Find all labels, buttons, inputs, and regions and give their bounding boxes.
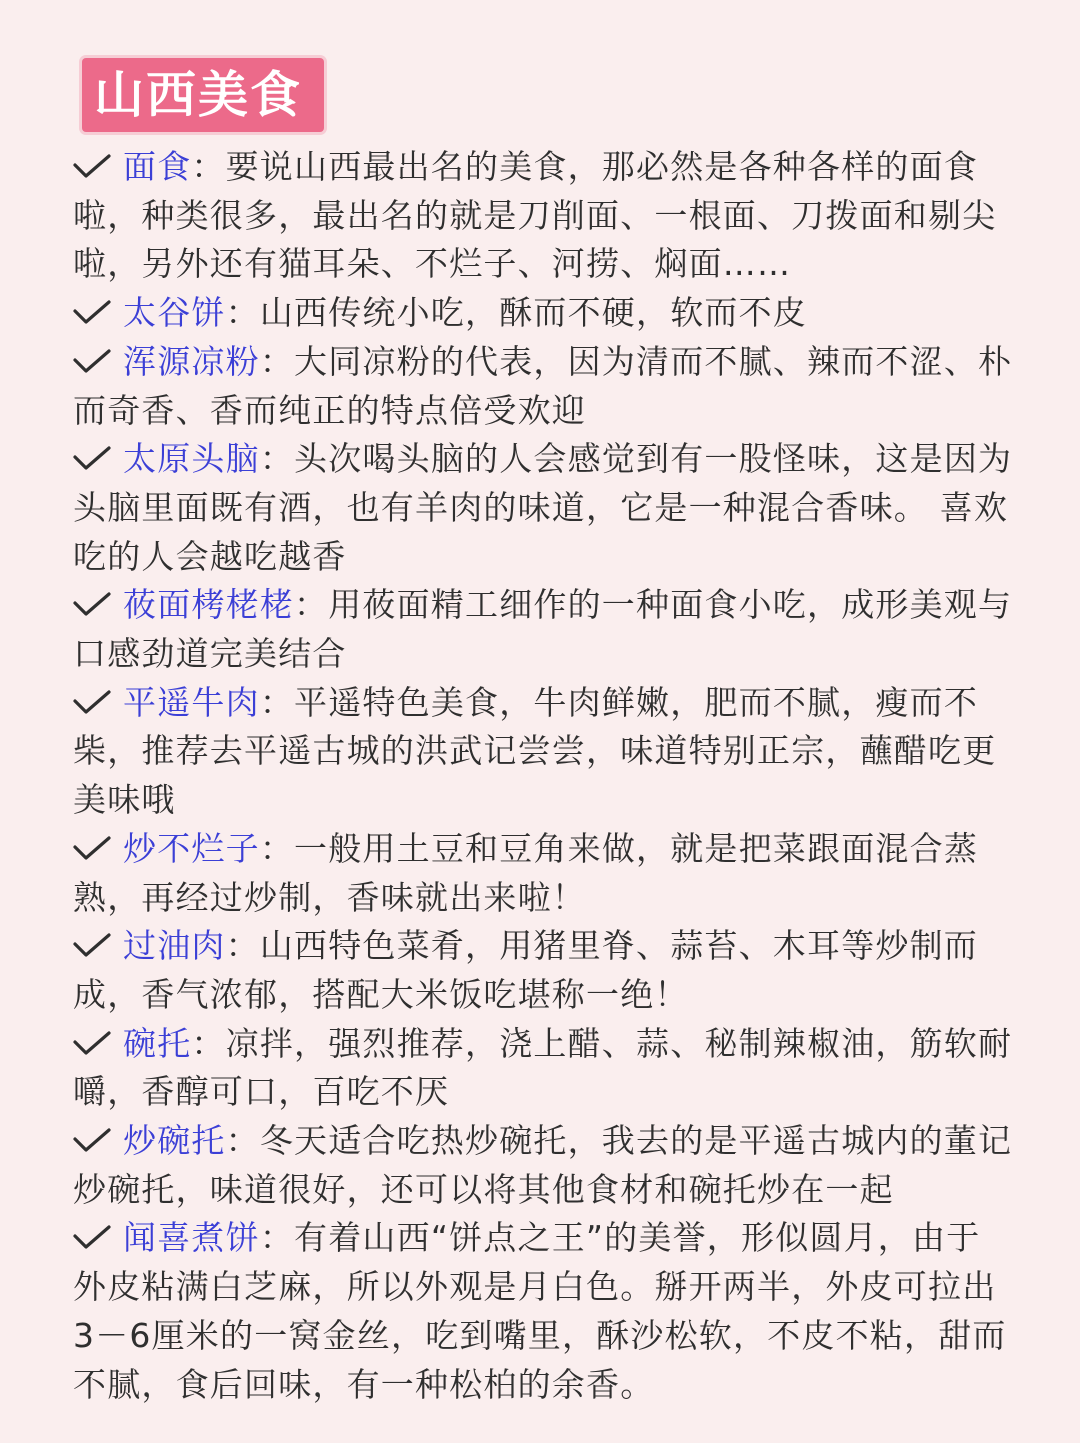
food-description: 凉拌，强烈推荐，浇上醋、蒜、秘制辣椒油，筋软耐嚼，香醇可口，百吃不厌 bbox=[73, 1023, 1013, 1112]
check-icon bbox=[73, 932, 111, 958]
list-item: 面食：要说山西最出名的美食，那必然是各种各样的面食啦，种类很多，最出名的就是刀削面、一根面、刀拨面和剔尖啦，另外还有猫耳朵、不烂子、河捞、焖面…… bbox=[73, 147, 997, 284]
food-description: 要说山西最出名的美食，那必然是各种各样的面食啦，种类很多，最出名的就是刀削面、一根面、刀拨面和剔尖啦，另外还有猫耳朵、不烂子、河捞、焖面…… bbox=[73, 147, 997, 284]
list-item: 太谷饼：山西传统小吃，酥而不硬，软而不皮 bbox=[73, 289, 1013, 338]
check-icon bbox=[73, 348, 111, 374]
food-description: 山西传统小吃，酥而不硬，软而不皮 bbox=[259, 293, 808, 333]
list-item: 碗托：凉拌，强烈推荐，浇上醋、蒜、秘制辣椒油，筋软耐嚼，香醇可口，百吃不厌 bbox=[73, 1023, 1013, 1112]
list-item: 过油肉：山西特色菜肴，用猪里脊、蒜苔、木耳等炒制而成，香气浓郁，搭配大米饭吃堪称一绝！ bbox=[73, 926, 979, 1014]
page-title: 山西美食 bbox=[94, 66, 302, 124]
food-name: 闻喜煮饼 bbox=[123, 1218, 260, 1258]
check-icon bbox=[73, 153, 111, 179]
food-description: 头次喝头脑的人会感觉到有一股怪味，这是因为头脑里面既有酒，也有羊肉的味道，它是一种混合香味。 喜欢吃的人会越吃越香 bbox=[73, 439, 1013, 576]
food-name: 碗托 bbox=[123, 1023, 192, 1063]
food-description: 一般用土豆和豆角来做，就是把菜跟面混合蒸熟，再经过炒制，香味就出来啦！ bbox=[73, 828, 979, 917]
list-item: 炒碗托：冬天适合吃热炒碗托，我去的是平遥古城内的董记炒碗托，味道很好，还可以将其他食材和碗托炒在一起 bbox=[73, 1121, 1013, 1209]
list-item: 炒不烂子：一般用土豆和豆角来做，就是把菜跟面混合蒸熟，再经过炒制，香味就出来啦！ bbox=[73, 828, 979, 917]
food-description: 山西特色菜肴，用猪里脊、蒜苔、木耳等炒制而成，香气浓郁，搭配大米饭吃堪称一绝！ bbox=[73, 926, 979, 1014]
food-name: 过油肉 bbox=[123, 926, 226, 966]
food-name: 太原头脑 bbox=[123, 439, 260, 479]
food-description: 大同凉粉的代表，因为清而不腻、辣而不涩、朴而奇香、香而纯正的特点倍受欢迎 bbox=[73, 341, 1013, 430]
check-icon bbox=[73, 299, 111, 325]
check-icon bbox=[73, 591, 111, 617]
check-icon bbox=[73, 689, 111, 715]
check-icon bbox=[73, 445, 111, 471]
food-description: 用莜面精工细作的一种面食小吃，成形美观与口感劲道完美结合 bbox=[73, 585, 1013, 674]
food-name: 太谷饼 bbox=[123, 293, 226, 333]
list-item: 平遥牛肉：平遥特色美食，牛肉鲜嫩，肥而不腻，瘦而不柴，推荐去平遥古城的洪武记尝尝，味道特别正宗，蘸醋吃更美味哦 bbox=[73, 682, 997, 820]
food-name: 炒碗托 bbox=[123, 1121, 226, 1161]
title-banner bbox=[82, 58, 324, 132]
check-icon bbox=[73, 1030, 111, 1056]
food-description: 冬天适合吃热炒碗托，我去的是平遥古城内的董记炒碗托，味道很好，还可以将其他食材和碗托炒在一起 bbox=[73, 1121, 1013, 1209]
check-icon bbox=[73, 835, 111, 861]
food-name: 平遥牛肉 bbox=[123, 682, 260, 722]
food-name: 浑源凉粉 bbox=[123, 341, 260, 381]
list-item: 太原头脑：头次喝头脑的人会感觉到有一股怪味，这是因为头脑里面既有酒，也有羊肉的味道，它是一种混合香味。 喜欢吃的人会越吃越香 bbox=[73, 439, 1013, 576]
check-icon bbox=[73, 1224, 111, 1250]
food-list bbox=[73, 143, 1013, 1409]
list-item: 莜面栲栳栳：用莜面精工细作的一种面食小吃，成形美观与口感劲道完美结合 bbox=[73, 585, 1013, 674]
food-description: 有着山西“饼点之王”的美誉，形似圆月，由于外皮粘满白芝麻，所以外观是月白色。掰开两半，外皮可拉出3－6厘米的一窝金丝，吃到嘴里，酥沙松软，不皮不粘，甜而不腻，食后回味，有一种松柏的余香。 bbox=[73, 1218, 1007, 1404]
check-icon bbox=[73, 1127, 111, 1153]
food-description: 平遥特色美食，牛肉鲜嫩，肥而不腻，瘦而不柴，推荐去平遥古城的洪武记尝尝，味道特别正宗，蘸醋吃更美味哦 bbox=[73, 682, 997, 820]
food-name: 莜面栲栳栳 bbox=[123, 585, 294, 625]
food-name: 面食 bbox=[123, 147, 192, 186]
list-item: 闻喜煮饼：有着山西“饼点之王”的美誉，形似圆月，由于外皮粘满白芝麻，所以外观是月白色。掰开两半，外皮可拉出3－6厘米的一窝金丝，吃到嘴里，酥沙松软，不皮不粘，甜而不腻，食后回味，有一种松柏的余香。 bbox=[73, 1218, 1007, 1404]
food-name: 炒不烂子 bbox=[123, 828, 260, 868]
list-item: 浑源凉粉：大同凉粉的代表，因为清而不腻、辣而不涩、朴而奇香、香而纯正的特点倍受欢迎 bbox=[73, 341, 1013, 430]
